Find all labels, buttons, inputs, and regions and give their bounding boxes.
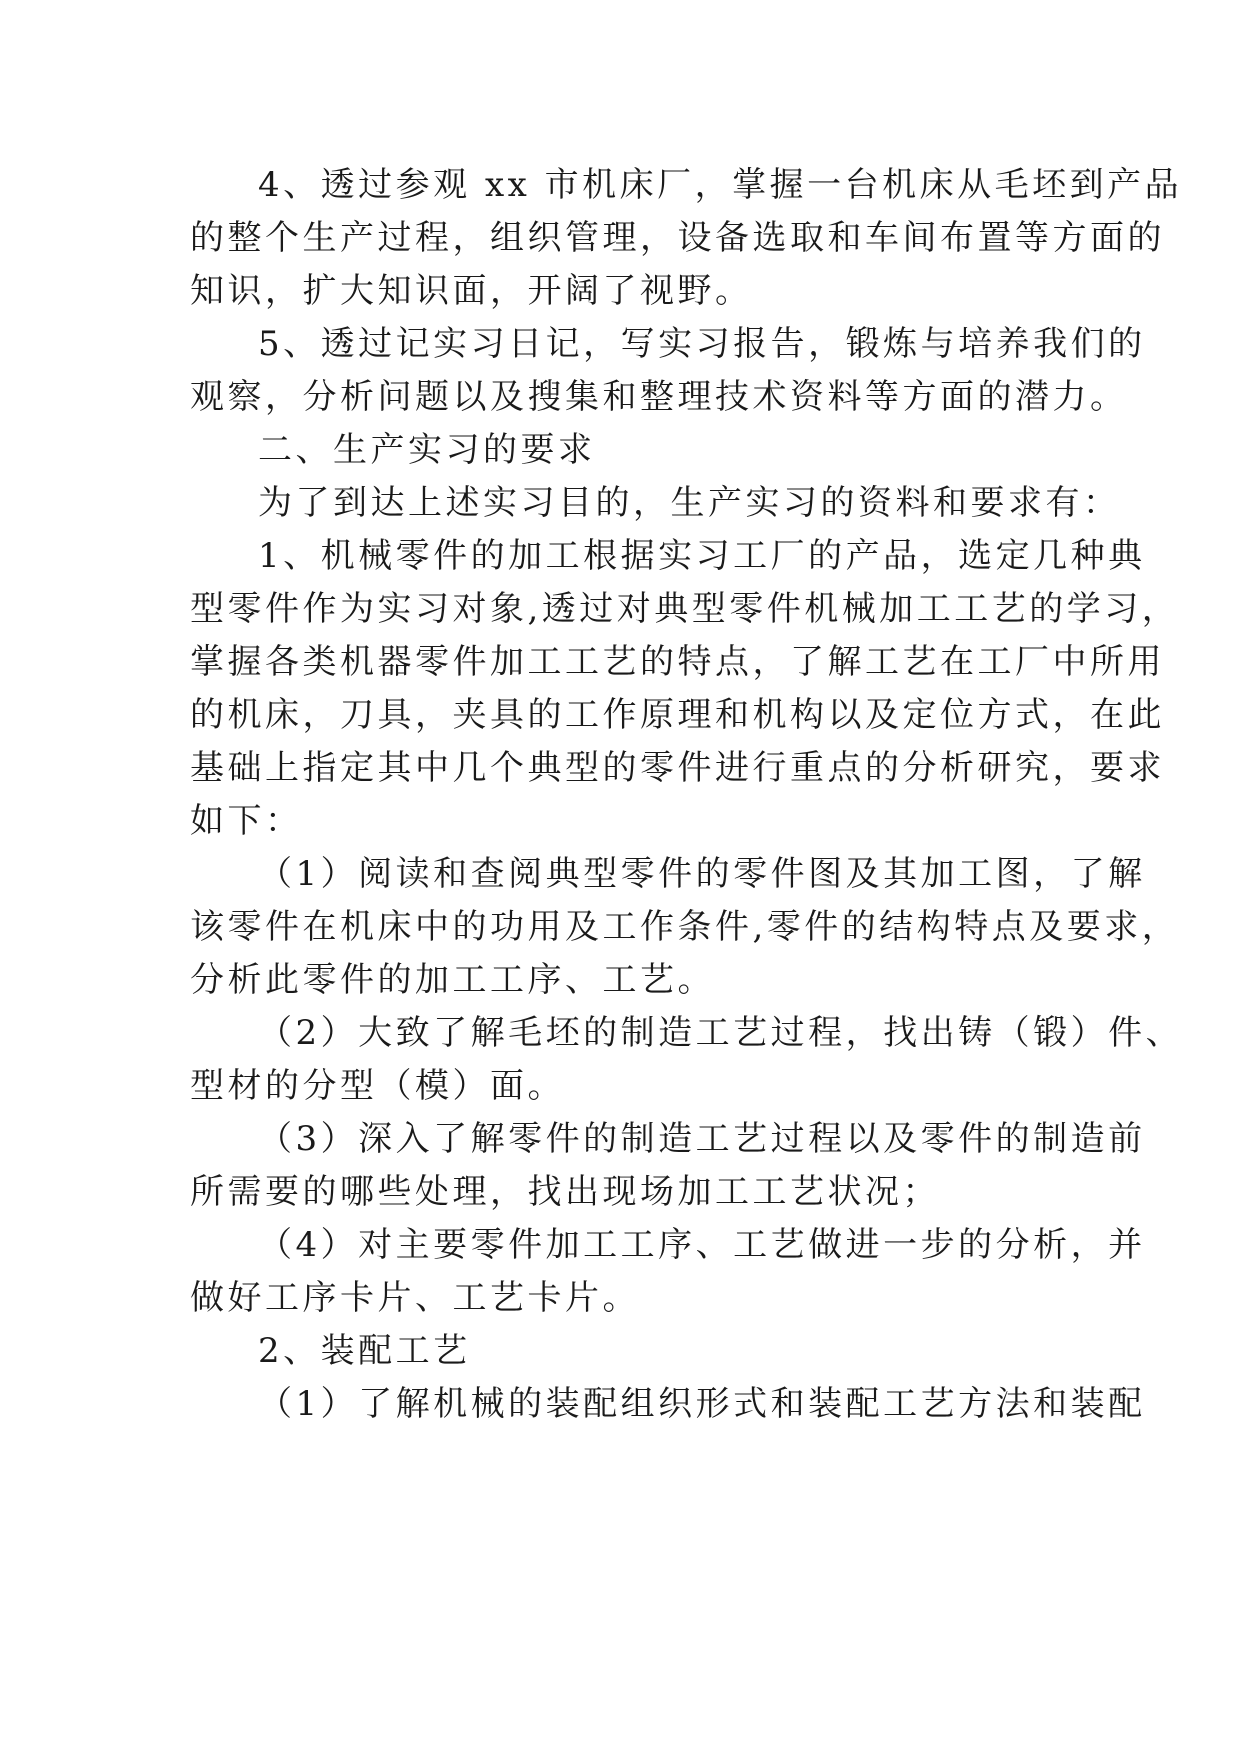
text-line-8: 1、机械零件的加工根据实习工厂的产品，选定几种典 xyxy=(258,536,1146,576)
text-line-15: 该零件在机床中的功用及工作条件,零件的结构特点及要求， xyxy=(190,907,1180,947)
section-heading: 二、生产实习的要求 xyxy=(258,430,596,470)
text-line-2: 的整个生产过程，组织管理，设备选取和车间布置等方面的 xyxy=(190,218,1165,258)
text-line-13: 如下： xyxy=(190,801,303,841)
text-line-10: 掌握各类机器零件加工工艺的特点，了解工艺在工厂中所用 xyxy=(190,642,1165,682)
text-line-4: 5、透过记实习日记，写实习报告，锻炼与培养我们的 xyxy=(258,324,1146,364)
text-line-1: 4、透过参观 xx 市机床厂，掌握一台机床从毛坯到产品 xyxy=(258,165,1183,205)
text-line-18: 型材的分型（模）面。 xyxy=(190,1066,565,1106)
text-line-11: 的机床，刀具，夹具的工作原理和机构以及定位方式，在此 xyxy=(190,695,1165,735)
text-line-21: （4）对主要零件加工工序、工艺做进一步的分析，并 xyxy=(258,1225,1146,1265)
text-line-9: 型零件作为实习对象,透过对典型零件机械加工工艺的学习， xyxy=(190,589,1180,629)
text-line-22: 做好工序卡片、工艺卡片。 xyxy=(190,1278,640,1318)
text-line-19: （3）深入了解零件的制造工艺过程以及零件的制造前 xyxy=(258,1119,1146,1159)
text-line-23: 2、装配工艺 xyxy=(258,1331,471,1371)
text-line-14: （1）阅读和查阅典型零件的零件图及其加工图，了解 xyxy=(258,854,1146,894)
text-line-16: 分析此零件的加工工序、工艺。 xyxy=(190,960,715,1000)
text-line-20: 所需要的哪些处理，找出现场加工工艺状况； xyxy=(190,1172,940,1212)
text-line-12: 基础上指定其中几个典型的零件进行重点的分析研究，要求 xyxy=(190,748,1165,788)
text-line-7: 为了到达上述实习目的，生产实习的资料和要求有： xyxy=(258,483,1121,523)
text-line-24: （1）了解机械的装配组织形式和装配工艺方法和装配 xyxy=(258,1384,1146,1424)
text-line-17: （2）大致了解毛坯的制造工艺过程，找出铸（锻）件、 xyxy=(258,1013,1184,1053)
text-line-3: 知识，扩大知识面，开阔了视野。 xyxy=(190,271,753,311)
text-line-5: 观察，分析问题以及搜集和整理技术资料等方面的潜力。 xyxy=(190,377,1128,417)
